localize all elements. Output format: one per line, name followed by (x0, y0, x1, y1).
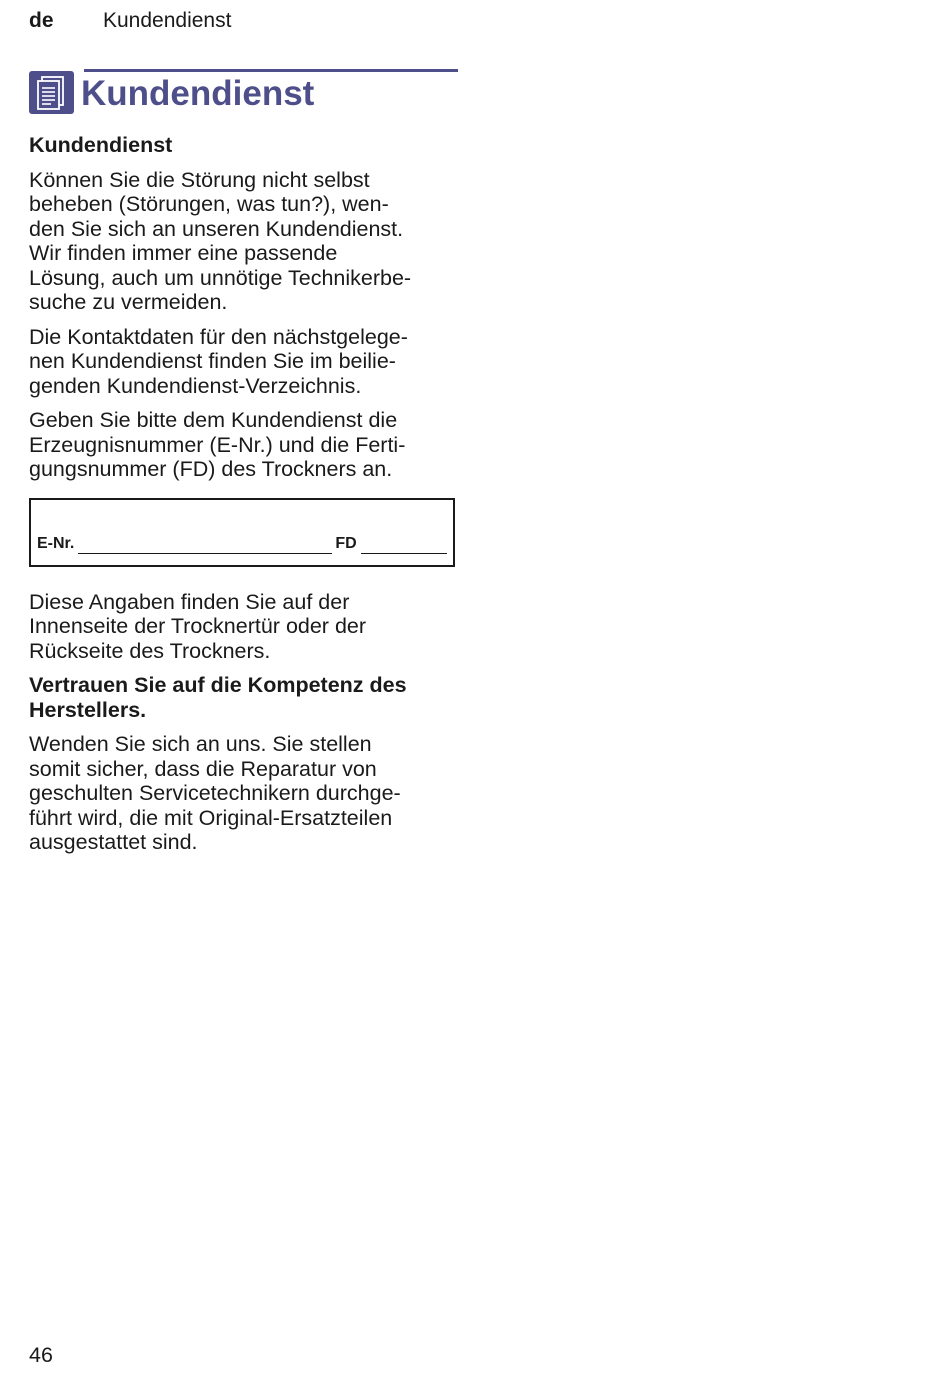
text-line: Erzeugnisnummer (E-Nr.) und die Ferti- (29, 432, 406, 457)
text-line: Vertrauen Sie auf die Kompetenz des (29, 673, 407, 697)
text-line: Herstellers. (29, 697, 147, 722)
paragraph-contact (29, 325, 461, 399)
text-line: führt wird, die mit Original-Ersatzteilen (29, 805, 393, 830)
subheading-kundendienst: Kundendienst (29, 133, 173, 157)
fd-label: FD (335, 535, 357, 552)
text-line: ausgestattet sind. (29, 830, 198, 854)
text-line: nen Kundendienst finden Sie im beilie- (29, 349, 396, 373)
paragraph-repair (29, 732, 461, 855)
text-line: genden Kundendienst-Verzeichnis. (29, 373, 362, 398)
paragraph-intro (29, 168, 461, 315)
paragraph-numbers (29, 408, 461, 482)
section-title: Kundendienst (81, 74, 315, 113)
text-line: Rückseite des Trockners. (29, 638, 271, 663)
text-line: beheben (Störungen, was tun?), wen- (29, 192, 389, 216)
text-line: gungsnummer (FD) des Trockners an. (29, 457, 393, 481)
content-column (29, 133, 461, 865)
paragraph-location (29, 590, 461, 664)
page-number: 46 (29, 1343, 53, 1367)
text-line: Wir finden immer eine passende (29, 241, 338, 265)
text-line: den Sie sich an unseren Kundendienst. (29, 216, 404, 241)
enr-label: E-Nr. (37, 535, 75, 552)
document-pages-icon (29, 71, 74, 114)
text-line: Die Kontaktdaten für den nächstgelege- (29, 324, 408, 349)
text-line: Innenseite der Trocknertür oder der (29, 614, 367, 638)
title-rule (84, 69, 458, 72)
text-line: somit sicher, dass die Reparatur von (29, 756, 377, 781)
subheading-manufacturer (29, 673, 461, 722)
text-line: suche zu vermeiden. (29, 290, 228, 314)
enr-fill-line (78, 553, 332, 554)
text-line: Geben Sie bitte dem Kundendienst die (29, 408, 398, 432)
page-header (29, 8, 231, 34)
language-code: de (29, 9, 54, 32)
text-line: Können Sie die Störung nicht selbst (29, 167, 370, 192)
product-number-box (29, 498, 455, 567)
header-section-name: Kundendienst (103, 9, 232, 32)
fd-fill-line (361, 553, 447, 554)
text-line: Lösung, auch um unnötige Technikerbe- (29, 265, 412, 290)
product-number-row (37, 532, 447, 557)
text-line: Wenden Sie sich an uns. Sie stellen (29, 732, 372, 756)
text-line: Diese Angaben finden Sie auf der (29, 589, 350, 614)
text-line: geschulten Servicetechnikern durchge- (29, 781, 401, 805)
